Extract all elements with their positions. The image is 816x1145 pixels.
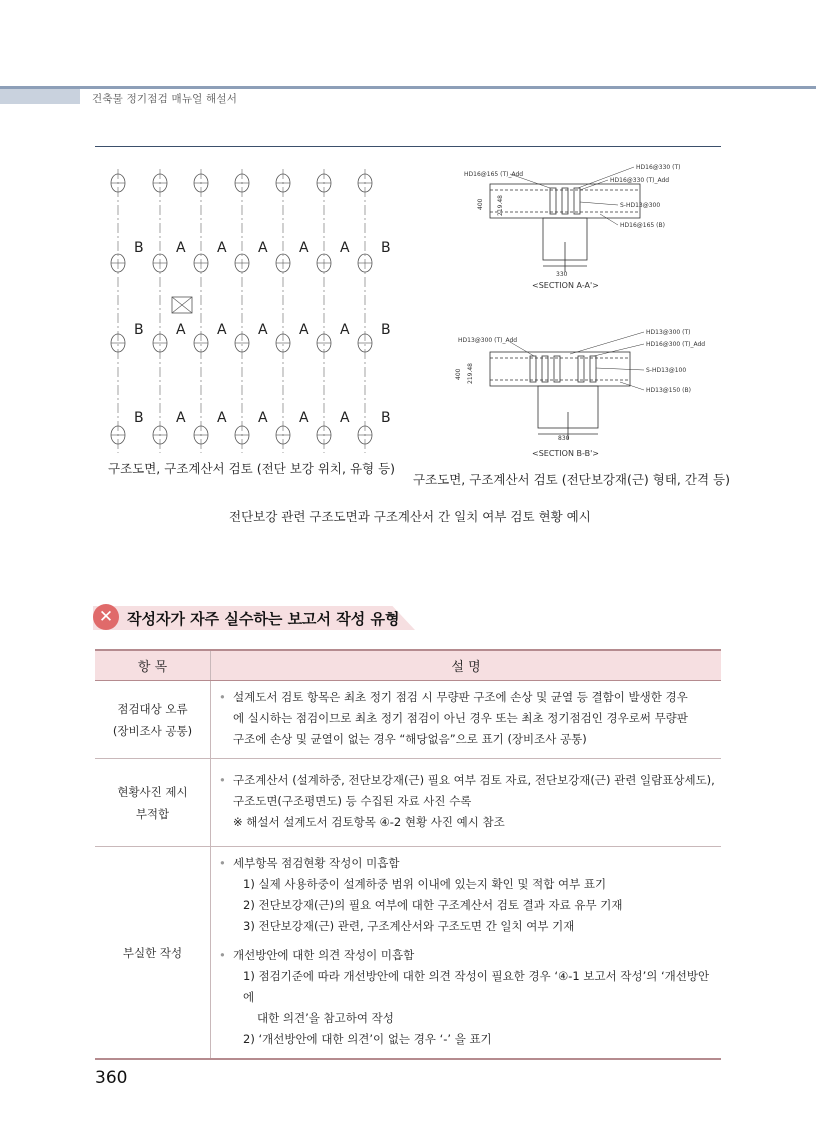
top-rule [95, 146, 721, 147]
page-number: 360 [95, 1068, 128, 1088]
bullet-text: 구조계산서 (설계하중, 전단보강재(근) 필요 여부 검토 자료, 전단보강재(근) 관련 일람표상세도), [233, 773, 715, 787]
section-a-drawing [490, 184, 640, 272]
plan-label-0-4: A [299, 240, 309, 256]
sub-item: 1) 점검기준에 따라 개선방안에 대한 의견 작성이 필요한 경우 ‘④-1 보고서 작성’의 ‘개선방안에 [243, 969, 710, 1004]
x-circle-icon: ✕ [93, 604, 119, 630]
bullet-item [219, 945, 715, 966]
col-header-desc: 설 명 [211, 650, 722, 681]
bullet-icon: • [219, 948, 226, 962]
header-band [0, 86, 816, 89]
table-header-row [95, 650, 721, 681]
row-item-cell [95, 759, 211, 847]
spacer [219, 937, 715, 945]
right-figure-caption: 구조도면, 구조계산서 검토 (전단보강재(근) 형태, 간격 등) [413, 472, 730, 487]
desc-line: 구조에 손상 및 균열이 없는 경우 “해당없음”으로 표기 (장비조사 공통) [233, 732, 587, 746]
figure-caption: 전단보강 관련 구조도면과 구조계산서 간 일치 여부 검토 현황 예시 [229, 509, 591, 524]
plan-label-2-0: B [134, 410, 144, 426]
desc-line: ※ 해설서 설계도서 검토항목 ④-2 현황 사진 예시 참조 [233, 815, 505, 829]
plan-label-2-3: A [258, 410, 268, 426]
row-item-cell [95, 847, 211, 1060]
section-a-label-4: S-HD13@300 [620, 202, 661, 209]
plan-column-markers [111, 174, 372, 444]
desc-line: 구조도면(구조평면도) 등 수집된 자료 사진 수록 [233, 794, 472, 808]
plan-label-2-5: A [340, 410, 350, 426]
section-b-drawing [490, 352, 630, 440]
section-a-dim: 330 [556, 271, 568, 278]
bullet-icon: • [219, 690, 226, 704]
section-title: 작성자가 자주 실수하는 보고서 작성 유형 [127, 610, 400, 628]
section-b-label-2: HD13@300 (T) [646, 329, 691, 336]
running-header-title: 건축물 정기점검 매뉴얼 해설서 [92, 93, 238, 105]
table-row [95, 759, 721, 847]
plan-column-lines [118, 169, 365, 453]
section-a-depth: 219.48 [497, 195, 504, 216]
plan-label-1-1: A [176, 322, 186, 338]
plan-shear-type-labels [134, 240, 391, 426]
plan-label-2-2: A [217, 410, 227, 426]
bullet-icon: • [219, 856, 226, 870]
bullet-item [219, 853, 715, 874]
bullet-text: 개선방안에 대한 의견 작성이 미흡함 [233, 948, 415, 962]
plan-label-0-6: B [381, 240, 391, 256]
row-item-cell [95, 681, 211, 759]
plan-label-0-0: B [134, 240, 144, 256]
structural-plan-figure [100, 165, 400, 455]
bullet-icon: • [219, 773, 226, 787]
table-row [95, 847, 721, 1060]
report-error-table [95, 649, 721, 1060]
section-heading [93, 602, 423, 632]
section-b-dim: 830 [558, 435, 570, 442]
plan-label-2-6: B [381, 410, 391, 426]
sub-item: 2) 전단보강재(근)의 필요 여부에 대한 구조계산서 검토 결과 자료 유무 기재 [243, 898, 623, 912]
sub-item: 3) 전단보강재(근) 관련, 구조계산서와 구조도면 간 일치 여부 기재 [243, 919, 575, 933]
left-figure-caption: 구조도면, 구조계산서 검토 (전단 보강 위치, 유형 등) [108, 461, 396, 476]
row-item-label: (장비조사 공통) [112, 723, 193, 738]
bullet-item [219, 770, 715, 791]
row-item-label: 점검대상 오류 [117, 701, 188, 716]
row-item-label: 부적합 [135, 806, 170, 821]
section-b-label-4: S-HD13@100 [646, 367, 687, 374]
plan-label-0-2: A [217, 240, 227, 256]
plan-label-1-5: A [340, 322, 350, 338]
bullet-item [219, 687, 715, 708]
plan-label-2-4: A [299, 410, 309, 426]
plan-label-1-2: A [217, 322, 227, 338]
sub-item: 대한 의견’을 참고하여 작성 [257, 1011, 394, 1025]
plan-label-0-5: A [340, 240, 350, 256]
section-a-name: <SECTION A-A'> [532, 281, 599, 290]
section-a-label-5: HD16@165 (B) [620, 222, 665, 229]
section-b-label-1: HD13@300 (T)_Add [458, 337, 518, 344]
bullet-text: 설계도서 검토 항목은 최초 정기 점검 시 무량판 구조에 손상 및 균열 등 결함이 발생한 경우 [233, 690, 688, 704]
plan-label-2-1: A [176, 410, 186, 426]
plan-label-0-1: A [176, 240, 186, 256]
table-row [95, 681, 721, 759]
row-item-label: 현황사진 제시 [117, 784, 188, 799]
section-b-depth: 219.48 [467, 363, 474, 384]
section-details-figure [450, 162, 735, 462]
plan-label-1-6: B [381, 322, 391, 338]
col-header-item: 항 목 [95, 650, 211, 681]
section-b-label-5: HD13@150 (B) [646, 387, 691, 394]
bullet-text: 세부항목 점검현황 작성이 미흡함 [233, 856, 400, 870]
section-a-label-1: HD16@165 (T)_Add [464, 171, 524, 178]
sub-item: 1) 실제 사용하중이 설계하중 범위 이내에 있는지 확인 및 적합 여부 표기 [243, 877, 607, 891]
section-b-height: 400 [455, 368, 462, 380]
row-desc-cell [211, 759, 722, 847]
sub-item: 2) ‘개선방안에 대한 의견’이 없는 경우 ‘-’ 을 표기 [243, 1032, 492, 1046]
plan-label-1-0: B [134, 322, 144, 338]
desc-line: 에 실시하는 점검이므로 최초 정기 점검이 아닌 경우 또는 최초 정기점검인 경우로써 무량판 [233, 711, 688, 725]
plan-label-0-3: A [258, 240, 268, 256]
section-b-label-3: HD16@300 (T)_Add [646, 341, 706, 348]
plan-label-1-3: A [258, 322, 268, 338]
section-b-name: <SECTION B-B'> [532, 449, 599, 458]
row-desc-cell [211, 847, 722, 1060]
section-a-label-3: HD16@330 (T)_Add [610, 177, 670, 184]
row-item-label: 부실한 작성 [122, 945, 183, 960]
plan-label-1-4: A [299, 322, 309, 338]
row-desc-cell [211, 681, 722, 759]
section-a-label-2: HD16@330 (T) [636, 164, 681, 171]
section-a-height: 400 [477, 198, 484, 210]
